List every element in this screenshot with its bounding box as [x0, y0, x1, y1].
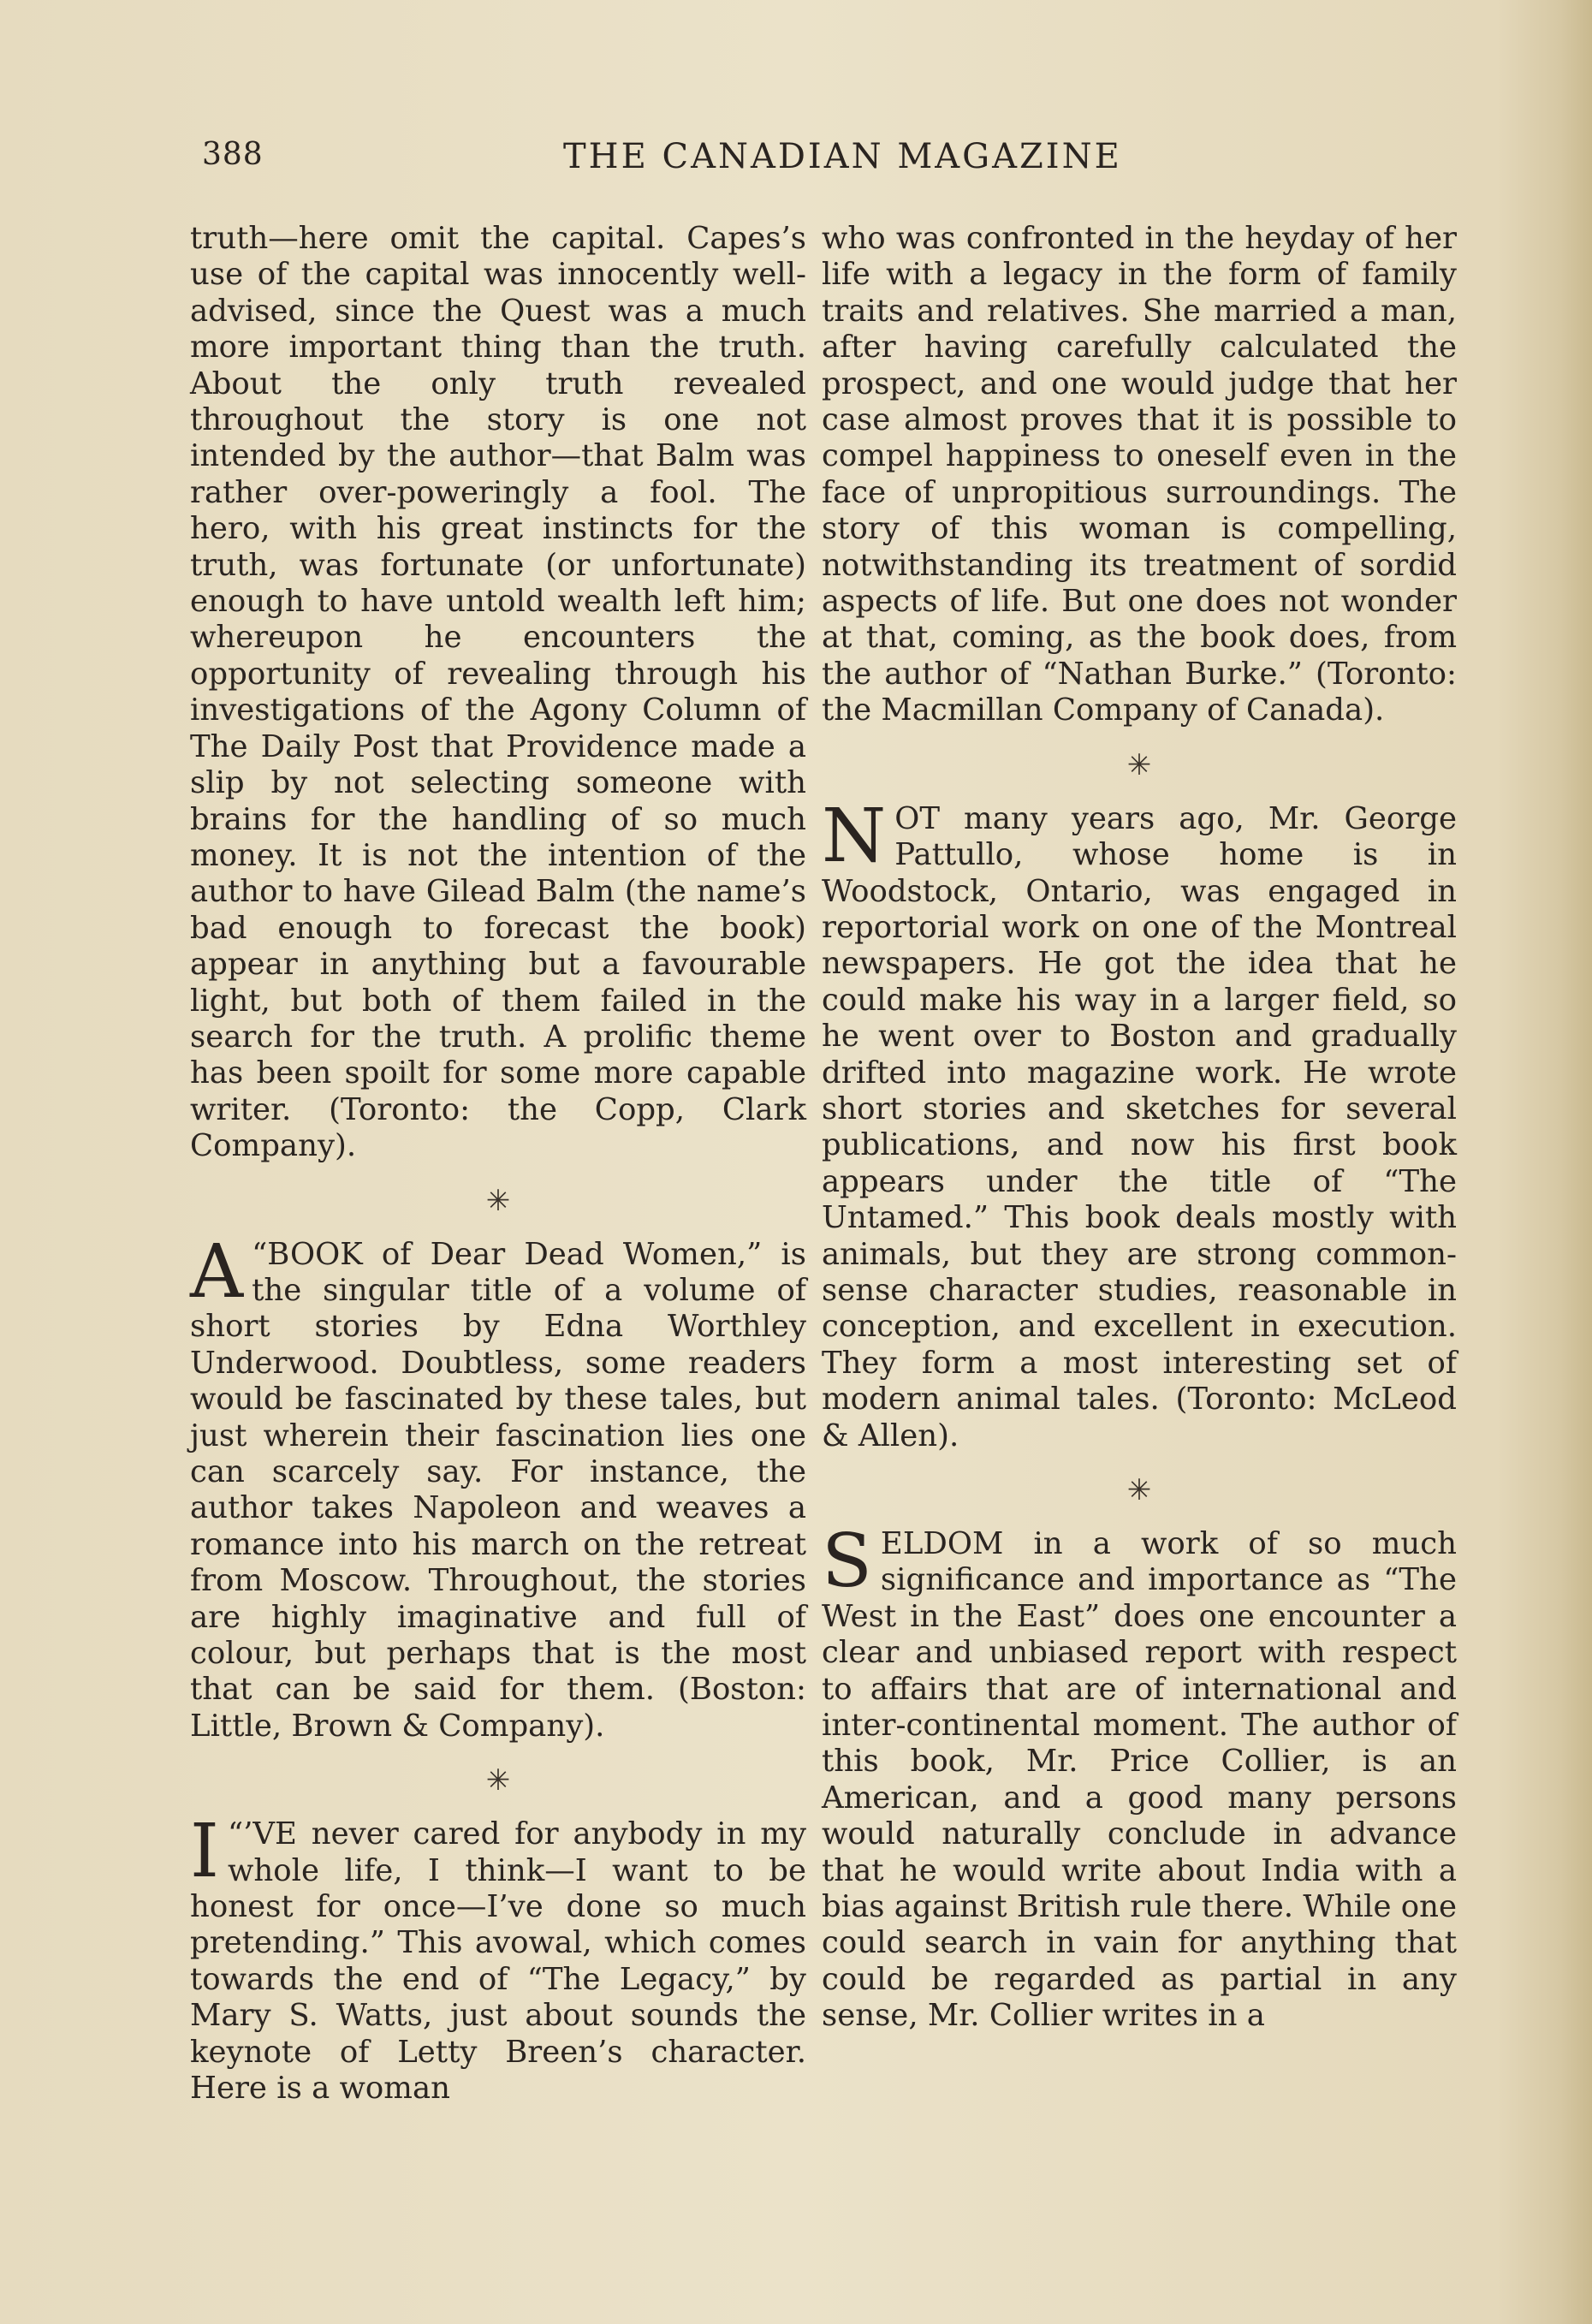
section-divider-star: ✳: [485, 1183, 511, 1218]
review-text: BOOK of Dear Dead Women,” is the singular title of a volume of short stories by Edna Worthley Underwood. Doubtless, some readers would be fascinated by these tales, but just wherein their fascination lies one can scarcely say. For instance, the author takes Napoleon and weaves a romance into his march on the retreat from Moscow. Throughout, the stories are highly imaginative and full of colour, but perhaps that is the most that can be said for them. (Boston: Little, Brown & Company).: [190, 1236, 806, 1744]
section-divider-star: ✳: [1126, 747, 1152, 782]
review-paragraph: [822, 1519, 1457, 2035]
review-paragraph: [190, 1809, 806, 2107]
section-divider-star: ✳: [485, 1763, 511, 1798]
review-text: ’VE never cared for anybody in my whole life, I think—I want to be honest for once—I’ve done so much pretending.” This avowal, which comes towards the end of “The Legacy,” by Mary S. Watts, just about sounds the keynote of Letty Breen’s character. Here is a woman: [190, 1816, 806, 2107]
page-number: 388: [202, 137, 264, 172]
page-header: [0, 137, 1592, 188]
drop-cap: I: [190, 1809, 219, 1895]
drop-cap: N: [822, 793, 887, 879]
review-paragraph: [822, 793, 1457, 1454]
review-paragraph: [190, 1228, 806, 1745]
opening-quote: “: [252, 1236, 268, 1272]
left-column: [190, 221, 806, 2107]
review-paragraph: who was confronted in the heyday of her life with a legacy in the form of family traits and relatives. She married a man, after having carefully calculated the prospect, and one would judge that her case almost proves that it is possible to compel happiness to oneself even in the face of unpropitious surroundings. The story of this woman is compelling, notwithstanding its treatment of sordid aspects of life. But one does not wonder at that, coming, as the book does, from the author of “Nathan Burke.” (Toronto: the Macmillan Company of Canada).: [822, 221, 1457, 728]
magazine-title: THE CANADIAN MAGAZINE: [563, 137, 1122, 176]
opening-quote: “: [227, 1816, 244, 1852]
right-column: [822, 221, 1457, 2035]
review-text: ELDOM in a work of so much significance and importance as “The West in the East” does one encounter a clear and unbiased report with respect to affairs that are of international and inter-continental moment. The author of this book, Mr. Price Collier, is an American, and a good many persons would naturally conclude in advance that he would write about India with a bias against British rule there. While one could search in vain for anything that could be regarded as partial in any sense, Mr. Collier writes in a: [822, 1526, 1457, 2034]
drop-cap: A: [190, 1228, 244, 1315]
section-divider-star: ✳: [1126, 1473, 1152, 1507]
review-paragraph: truth—here omit the capital. Capes’s use of the capital was innocently well-advised, since the Quest was a much more important thing than the truth. About the only truth revealed throughout the story is one not intended by the author—that Balm was rather over-poweringly a fool. The hero, with his great instincts for the truth, was fortunate (or unfortunate) enough to have untold wealth left him; whereupon he encounters the opportunity of revealing through his investigations of the Agony Column of The Daily Post that Providence made a slip by not selecting someone with brains for the handling of so much money. It is not the intention of the author to have Gilead Balm (the name’s bad enough to forecast the book) appear in anything but a favourable light, but both of them failed in the search for the truth. A prolific theme has been spoilt for some more capable writer. (Toronto: the Copp, Clark Company).: [190, 221, 806, 1164]
drop-cap: S: [822, 1519, 872, 1604]
review-text: OT many years ago, Mr. George Pattullo, whose home is in Woodstock, Ontario, was engaged in reportorial work on one of the Montreal newspapers. He got the idea that he could make his way in a larger field, so he went over to Boston and gradually drifted into magazine work. He wrote short stories and sketches for several publications, and now his first book appears under the title of “The Untamed.” This book deals mostly with animals, but they are strong common-sense character studies, reasonable in conception, and excellent in execution. They form a most interesting set of modern animal tales. (Toronto: McLeod & Allen).: [822, 800, 1457, 1453]
